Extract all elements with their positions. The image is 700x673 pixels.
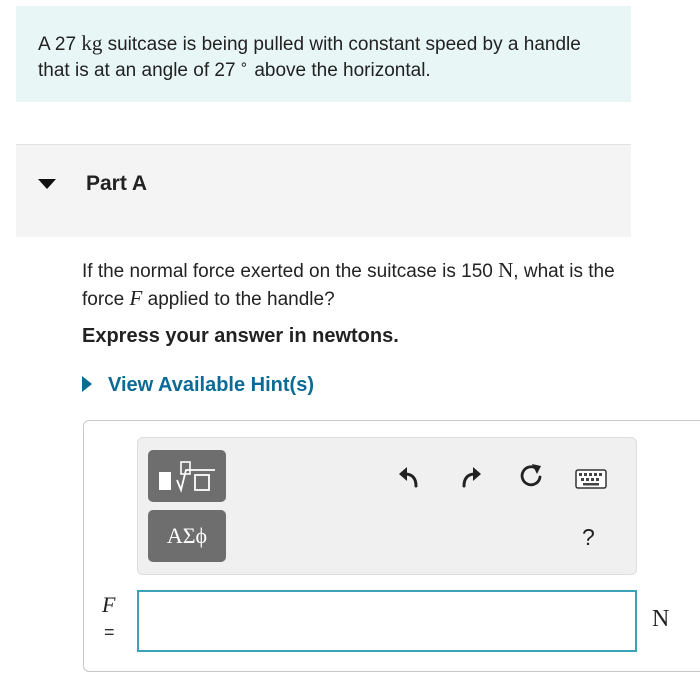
force-unit: N xyxy=(498,258,514,282)
reset-button[interactable] xyxy=(517,462,545,495)
answer-instruction: Express your answer in newtons. xyxy=(82,325,399,347)
intro-text-1: A 27 xyxy=(38,34,82,55)
intro-text-3: above the horizontal. xyxy=(254,60,431,81)
view-hints-link[interactable] xyxy=(82,374,314,397)
keyboard-icon xyxy=(575,469,607,489)
intro-text-2: suitcase is being pulled with constant speed by a handle that is at an angle of 27 xyxy=(38,34,581,81)
expand-caret-icon xyxy=(82,376,92,392)
reset-icon xyxy=(517,462,545,490)
mass-unit: kg xyxy=(81,31,103,55)
force-variable: F xyxy=(129,286,143,310)
answer-unit: N xyxy=(652,606,670,632)
keyboard-button[interactable] xyxy=(575,469,607,494)
degree-symbol: ∘ xyxy=(239,56,249,72)
redo-icon xyxy=(458,464,484,490)
hint-link-label: View Available Hint(s) xyxy=(108,374,314,396)
problem-statement xyxy=(16,6,631,102)
undo-button[interactable] xyxy=(396,464,422,495)
equals-sign: = xyxy=(104,622,115,642)
templates-icon xyxy=(155,458,219,494)
answer-input[interactable] xyxy=(137,590,637,652)
templates-button[interactable] xyxy=(148,450,226,502)
answer-variable: F xyxy=(102,592,116,617)
undo-icon xyxy=(396,464,422,490)
question-text xyxy=(82,257,642,313)
question-text-1: If the normal force exerted on the suitcase is 150 xyxy=(82,261,499,282)
part-a-header[interactable] xyxy=(16,144,631,237)
redo-button[interactable] xyxy=(458,464,484,495)
question-text-3: applied to the handle? xyxy=(142,289,335,310)
collapse-caret-icon[interactable] xyxy=(38,179,56,189)
question-text-2: , what is the force xyxy=(82,261,615,310)
part-title: Part A xyxy=(86,172,148,195)
greek-symbols-button[interactable]: ΑΣϕ xyxy=(148,510,226,562)
help-button[interactable]: ? xyxy=(582,524,595,550)
